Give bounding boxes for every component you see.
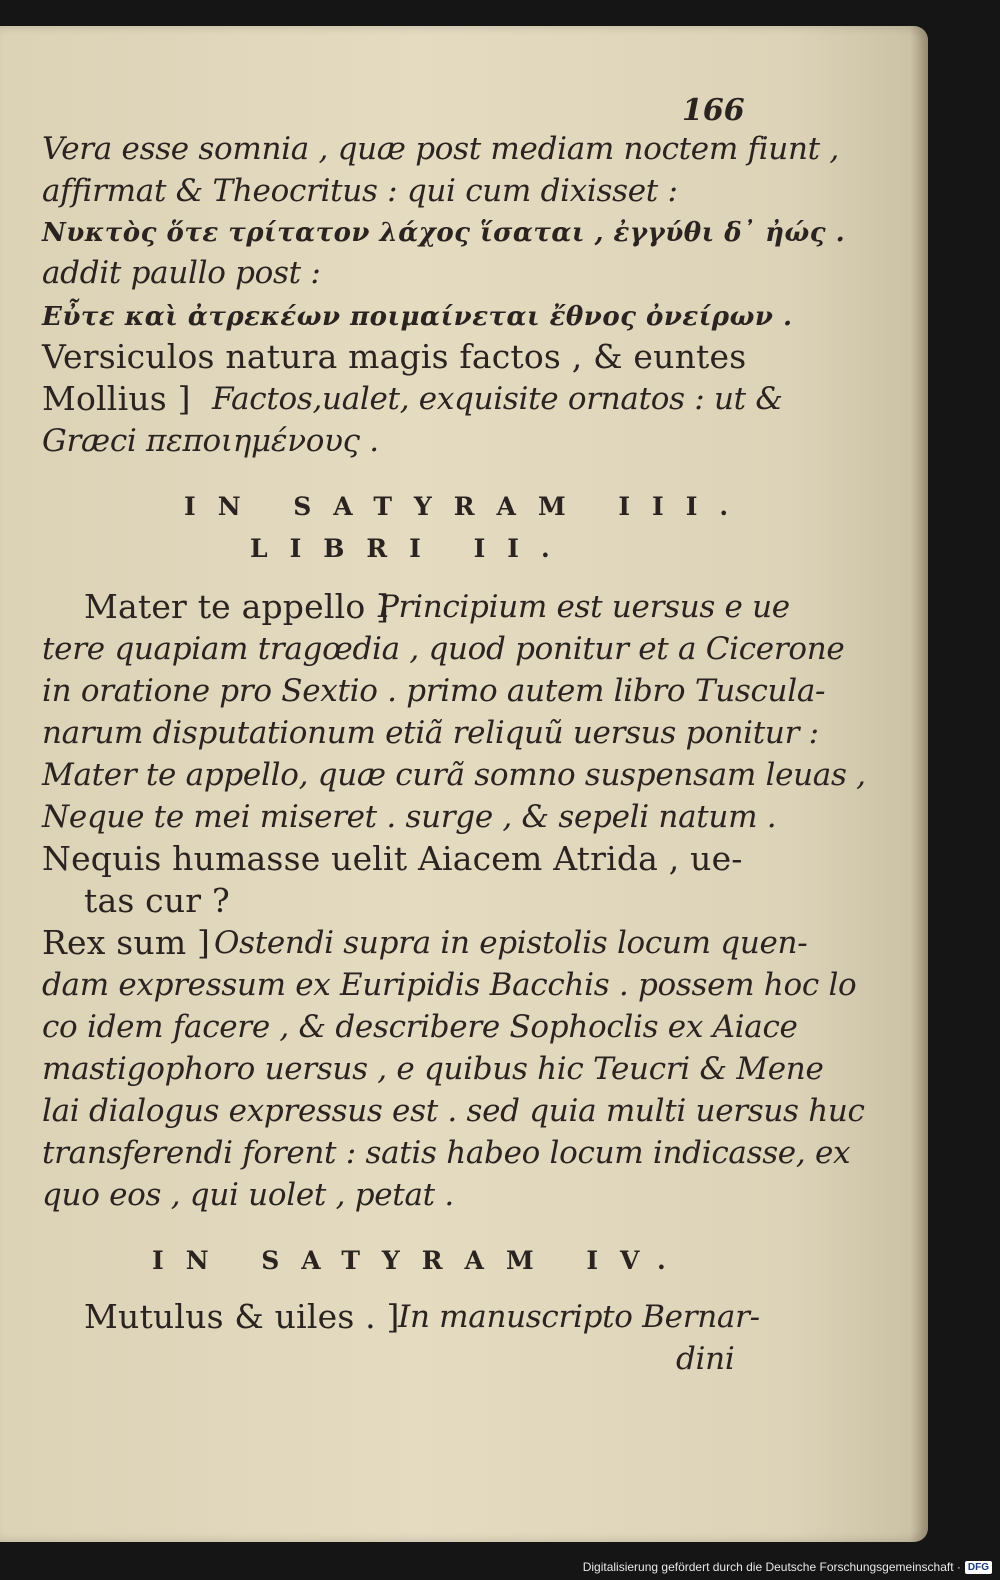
verse-line: Mater te appello, quæ curã somno suspensam leuas ,: [42, 757, 866, 793]
section-heading: IN SATYRAM III.: [184, 492, 751, 521]
text-line: co idem facere , & describere Sophoclis ex Aiace: [42, 1009, 798, 1045]
greek-line: Νυκτὸς ὅτε τρίτατον λάχος ἵσαται , ἐγγύθι δ᾽ ἠώς .: [42, 218, 846, 248]
text-line: transferendi forent : satis habeo locum indicasse, ex: [42, 1135, 851, 1171]
footer: [583, 1560, 992, 1574]
text-line: quo eos , qui uolet , petat .: [42, 1177, 454, 1213]
text-line: narum disputationum etiã reliquũ uersus ponitur :: [42, 715, 819, 751]
text-line: Vera esse somnia , quæ post mediam noctem fiunt ,: [42, 131, 839, 167]
text-line: tere quapiam tragœdia , quod ponitur et a Cicerone: [42, 631, 845, 667]
page-number: 166: [682, 93, 745, 128]
section-heading: IN SATYRAM IV.: [152, 1246, 688, 1275]
text-line: addit paullo post :: [42, 255, 321, 291]
dfg-logo: DFG: [965, 1561, 992, 1574]
footer-text: Digitalisierung gefördert durch die Deutsche Forschungsgemeinschaft ·: [582, 1560, 961, 1574]
section-subheading: LIBRI II.: [250, 534, 572, 563]
catchword: dini: [676, 1341, 735, 1377]
text-line: mastigophoro uersus , e quibus hic Teucri & Mene: [42, 1051, 824, 1087]
commentary-text: Ostendi supra in epistolis locum quen-: [214, 925, 808, 961]
book-page: [0, 26, 928, 1542]
lemma-line: Nequis humasse uelit Aiacem Atrida , ue-: [42, 839, 743, 878]
commentary-text: Principium est uersus e ue: [378, 589, 790, 625]
text-line: Græci πεποιημένους .: [42, 423, 379, 459]
text-line: in oratione pro Sextio . primo autem libro Tuscula-: [42, 673, 826, 709]
lemma-text: Mollius ]: [42, 379, 191, 418]
text-line: dam expressum ex Euripidis Bacchis . possem hoc lo: [42, 967, 857, 1003]
lemma-line: Versiculos natura magis factos , & euntes: [42, 337, 747, 376]
lemma-text: Mutulus & uiles . ]: [84, 1297, 400, 1336]
verse-line: Neque te mei miseret . surge , & sepeli natum .: [42, 799, 777, 835]
lemma-text: Mater te appello ]: [84, 587, 390, 626]
lemma-line: tas cur ?: [84, 881, 230, 920]
commentary-text: In manuscripto Bernar-: [398, 1299, 760, 1335]
lemma-text: Rex sum ]: [42, 923, 211, 962]
text-line: lai dialogus expressus est . sed quia multi uersus huc: [42, 1093, 865, 1129]
greek-line: Εὖτε καὶ ἀτρεκέων ποιμαίνεται ἔθνος ὀνείρων .: [42, 302, 793, 332]
text-line: affirmat & Theocritus : qui cum dixisset :: [42, 173, 678, 209]
commentary-text: Factos,ualet, exquisite ornatos : ut &: [212, 381, 783, 417]
